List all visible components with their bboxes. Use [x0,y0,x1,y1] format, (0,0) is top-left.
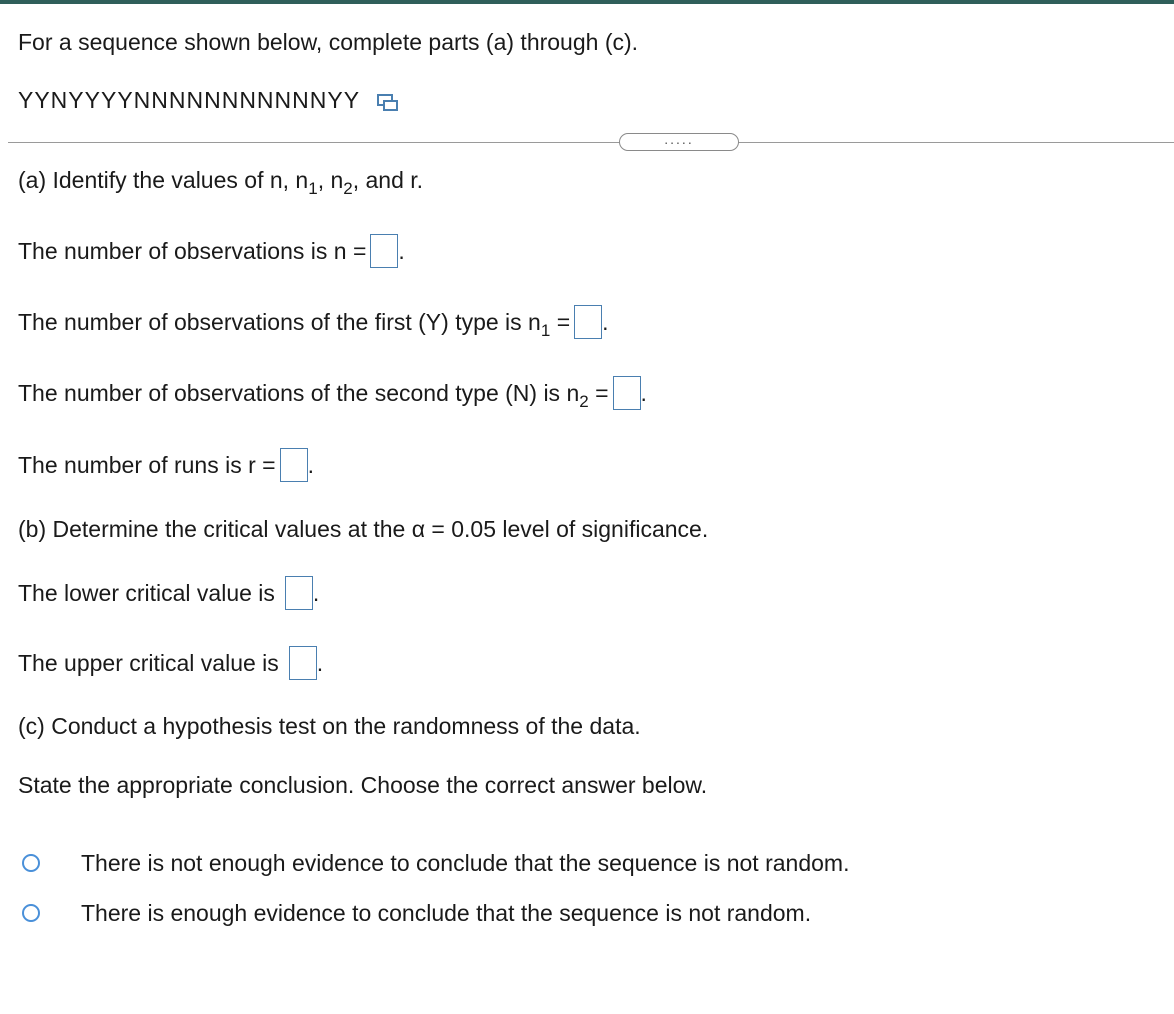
r-input[interactable] [280,448,308,482]
option-not-enough-evidence-label[interactable]: There is not enough evidence to conclude that the sequence is not random. [81,850,850,876]
sequence-text: YYNYYYYNNNNNNNNNNNYY [18,87,360,113]
part-a-sub1: 1 [308,179,318,198]
option-enough-evidence-label[interactable]: There is enough evidence to conclude that the sequence is not random. [81,900,812,926]
part-a-sub2: 2 [343,179,353,198]
n2-period: . [640,380,647,407]
option-not-enough-evidence-radio[interactable] [22,854,40,872]
n1-row [18,307,609,346]
part-a-heading-suffix: , and r. [352,167,424,193]
section-divider [8,142,1174,143]
copy-icon[interactable] [377,90,399,110]
n2-label: The number of observations of the second type (N) is n [18,380,580,407]
n2-input[interactable] [613,376,641,410]
instructions-text: For a sequence shown below, complete parts (a) through (c). [18,29,639,55]
n-period: . [398,238,405,265]
r-period: . [307,452,314,479]
upper-critical-row [18,648,323,682]
more-button[interactable]: ..... [619,133,739,151]
n1-sub: 1 [540,321,551,341]
part-c-prompt: State the appropriate conclusion. Choose the correct answer below. [18,772,708,798]
n-input[interactable] [370,234,398,268]
n2-row [18,378,647,417]
sequence-row [18,85,399,115]
part-a-heading-mid: , n [317,167,344,193]
n2-sub: 2 [579,392,589,412]
upper-critical-period: . [316,650,324,677]
n1-equals: = [556,309,571,336]
upper-critical-input[interactable] [289,646,317,680]
n1-input[interactable] [574,305,602,339]
lower-critical-label: The lower critical value is [18,580,275,607]
lower-critical-period: . [312,580,320,607]
r-label: The number of runs is r = [18,452,276,479]
top-accent-bar [0,0,1174,4]
r-row [18,450,314,484]
n-row [18,236,405,270]
part-a-heading [18,165,423,204]
upper-critical-label: The upper critical value is [18,650,279,677]
n1-period: . [602,309,609,336]
n2-equals: = [595,380,609,407]
part-c-heading: (c) Conduct a hypothesis test on the randomness of the data. [18,713,641,739]
lower-critical-input[interactable] [285,576,313,610]
part-b-heading: (b) Determine the critical values at the α = 0.05 level of significance. [18,516,709,542]
lower-critical-row [18,578,319,612]
part-a-heading-prefix: (a) Identify the values of n, n [18,167,309,193]
option-enough-evidence-radio[interactable] [22,904,40,922]
n-label: The number of observations is n = [18,238,367,265]
n1-label: The number of observations of the first (Y) type is n [18,309,541,336]
